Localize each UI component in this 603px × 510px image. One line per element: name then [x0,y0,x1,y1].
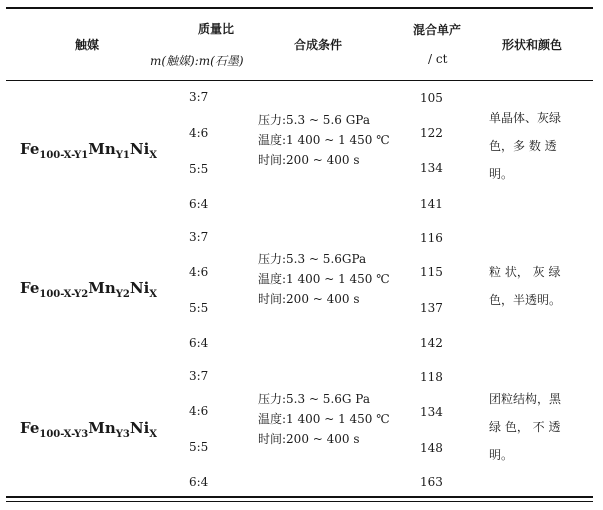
yield-value: 134 [420,161,443,175]
time-condition: 时间:200 ~ 400 s [258,153,360,167]
header-catalyst: 触媒 [75,38,100,52]
mass-ratio: 6:4 [189,197,209,211]
shape-line: 粒 状， 灰 绿 [489,265,561,279]
yield-value: 115 [420,265,443,279]
synthesis-conditions [258,249,390,309]
pressure-condition: 压力:5.3 ~ 5.6G Pa [258,392,370,406]
shape-line: 明。 [489,448,514,462]
header-mass-ratio: 质量比 [198,22,235,36]
synthesis-conditions [258,110,390,170]
mass-ratio: 3:7 [189,369,209,383]
header-shape-color: 形状和颜色 [502,38,563,52]
mass-ratio: 3:7 [189,230,209,244]
shape-line: 色，多 数 透 [489,139,557,153]
yield-value: 134 [420,405,443,419]
temperature-condition: 温度:1 400 ~ 1 450 ℃ [258,272,390,286]
shape-line: 色，半透明。 [489,293,562,307]
yield-value: 141 [420,197,443,211]
yield-value: 137 [420,301,443,315]
header-yield: 混合单产 [413,23,462,37]
catalyst-formula: $Fe_{100-X-Y3}Mn_{Y3}Ni_X$ [20,419,158,440]
header-yield-unit: / ct [428,52,448,66]
yield-value: 116 [420,231,443,245]
mass-ratio: 4:6 [189,265,209,279]
shape-and-color [489,385,589,469]
mass-ratio: 5:5 [189,440,209,454]
time-condition: 时间:200 ~ 400 s [258,432,360,446]
table-bottom-rule [6,496,593,498]
mass-ratio: 6:4 [189,336,209,350]
mass-ratio: 5:5 [189,301,209,315]
synthesis-conditions [258,389,390,449]
shape-line: 明。 [489,167,514,181]
yield-value: 122 [420,126,443,140]
catalyst-formula: $Fe_{100-X-Y1}Mn_{Y1}Ni_X$ [20,140,158,161]
yield-value: 142 [420,336,443,350]
shape-and-color [489,104,589,188]
shape-line: 绿 色， 不 透 [489,420,561,434]
table-top-rule [6,7,593,9]
shape-line: 团粒结构，黑 [489,392,562,406]
temperature-condition: 温度:1 400 ~ 1 450 ℃ [258,412,390,426]
yield-value: 105 [420,91,443,105]
yield-value: 163 [420,475,443,489]
mass-ratio: 5:5 [189,162,209,176]
pressure-condition: 压力:5.3 ~ 5.6GPa [258,252,367,266]
yield-value: 148 [420,441,443,455]
mass-ratio: 4:6 [189,126,209,140]
mass-ratio: 6:4 [189,475,209,489]
shape-line: 单晶体、灰绿 [489,111,562,125]
time-condition: 时间:200 ~ 400 s [258,292,360,306]
shape-and-color [489,258,589,314]
temperature-condition: 温度:1 400 ~ 1 450 ℃ [258,133,390,147]
table-bottom-rule-thin [6,501,593,502]
mass-ratio: 4:6 [189,404,209,418]
pressure-condition: 压力:5.3 ~ 5.6 GPa [258,113,370,127]
header-conditions: 合成条件 [294,38,343,52]
mass-ratio: 3:7 [189,90,209,104]
header-mass-ratio-sub: m(触媒):m(石墨) [150,54,244,68]
yield-value: 118 [420,370,443,384]
catalyst-formula: $Fe_{100-X-Y2}Mn_{Y2}Ni_X$ [20,279,158,300]
header-rule [6,80,593,81]
